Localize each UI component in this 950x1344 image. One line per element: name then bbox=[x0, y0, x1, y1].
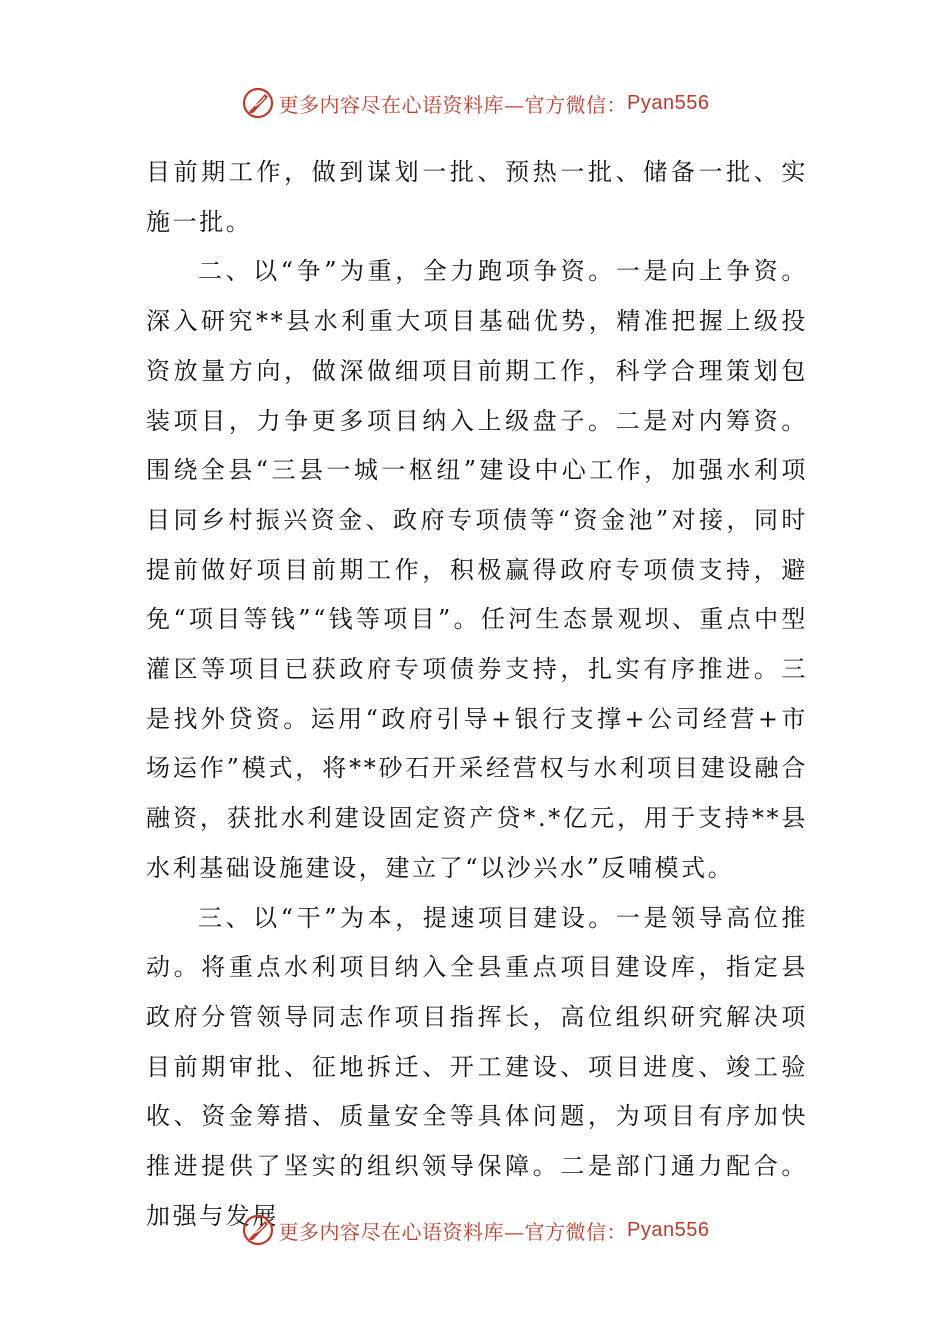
paragraph-section-two: 二、以“争”为重，全力跑项争资。一是向上争资。深入研究**县水利重大项目基础优势，精准把握上级投资放量方向，做深做细项目前期工作，科学合理策划包装项目，力争更多项目纳入上级盘子。二是对内筹资。围绕全县“三县一城一枢纽”建设中心工作，加强水利项目同乡村振兴资金、政府专项债等“资金池”对接，同时提前做好项目前期工作，积极赢得政府专项债支持，避免“项目等钱”“钱等项目”。任河生态景观坝、重点中型灌区等项目已获政府专项债券支持，扎实有序推进。三是找外贷资。运用“政府引导+银行支撑+公司经营+市场运作”模式，将**砂石开采经营权与水利项目建设融合融资，获批水利建设固定资产贷*.*亿元，用于支持**县水利基础设施建设，建立了“以沙兴水”反哺模式。 bbox=[146, 257, 808, 882]
header-watermark-text: 更多内容尽在心语资料库—官方微信： bbox=[278, 92, 628, 117]
footer-watermark-id: Pyan556 bbox=[627, 1218, 710, 1241]
quill-circle-logo-icon bbox=[241, 86, 275, 120]
footer-watermark-text: 更多内容尽在心语资料库—官方微信： bbox=[278, 1219, 628, 1244]
paragraph-continued: 目前期工作，做到谋划一批、预热一批、储备一批、实施一批。 bbox=[146, 158, 808, 236]
header-watermark-id: Pyan556 bbox=[627, 91, 710, 114]
footer-watermark bbox=[0, 1210, 950, 1250]
quill-circle-logo-icon bbox=[241, 1213, 275, 1247]
header-watermark bbox=[0, 83, 950, 123]
document-body bbox=[146, 148, 808, 1241]
paragraph-section-three: 三、以“干”为本，提速项目建设。一是领导高位推动。将重点水利项目纳入全县重点项目建设库，指定县政府分管领导同志作项目指挥长，高位组织研究解决项目前期审批、征地拆迁、开工建设、项目进度、竣工验收、资金筹措、质量安全等具体问题，为项目有序加快推进提供了坚实的组织领导保障。二是部门通力配合。加强与发展 bbox=[146, 903, 808, 1230]
